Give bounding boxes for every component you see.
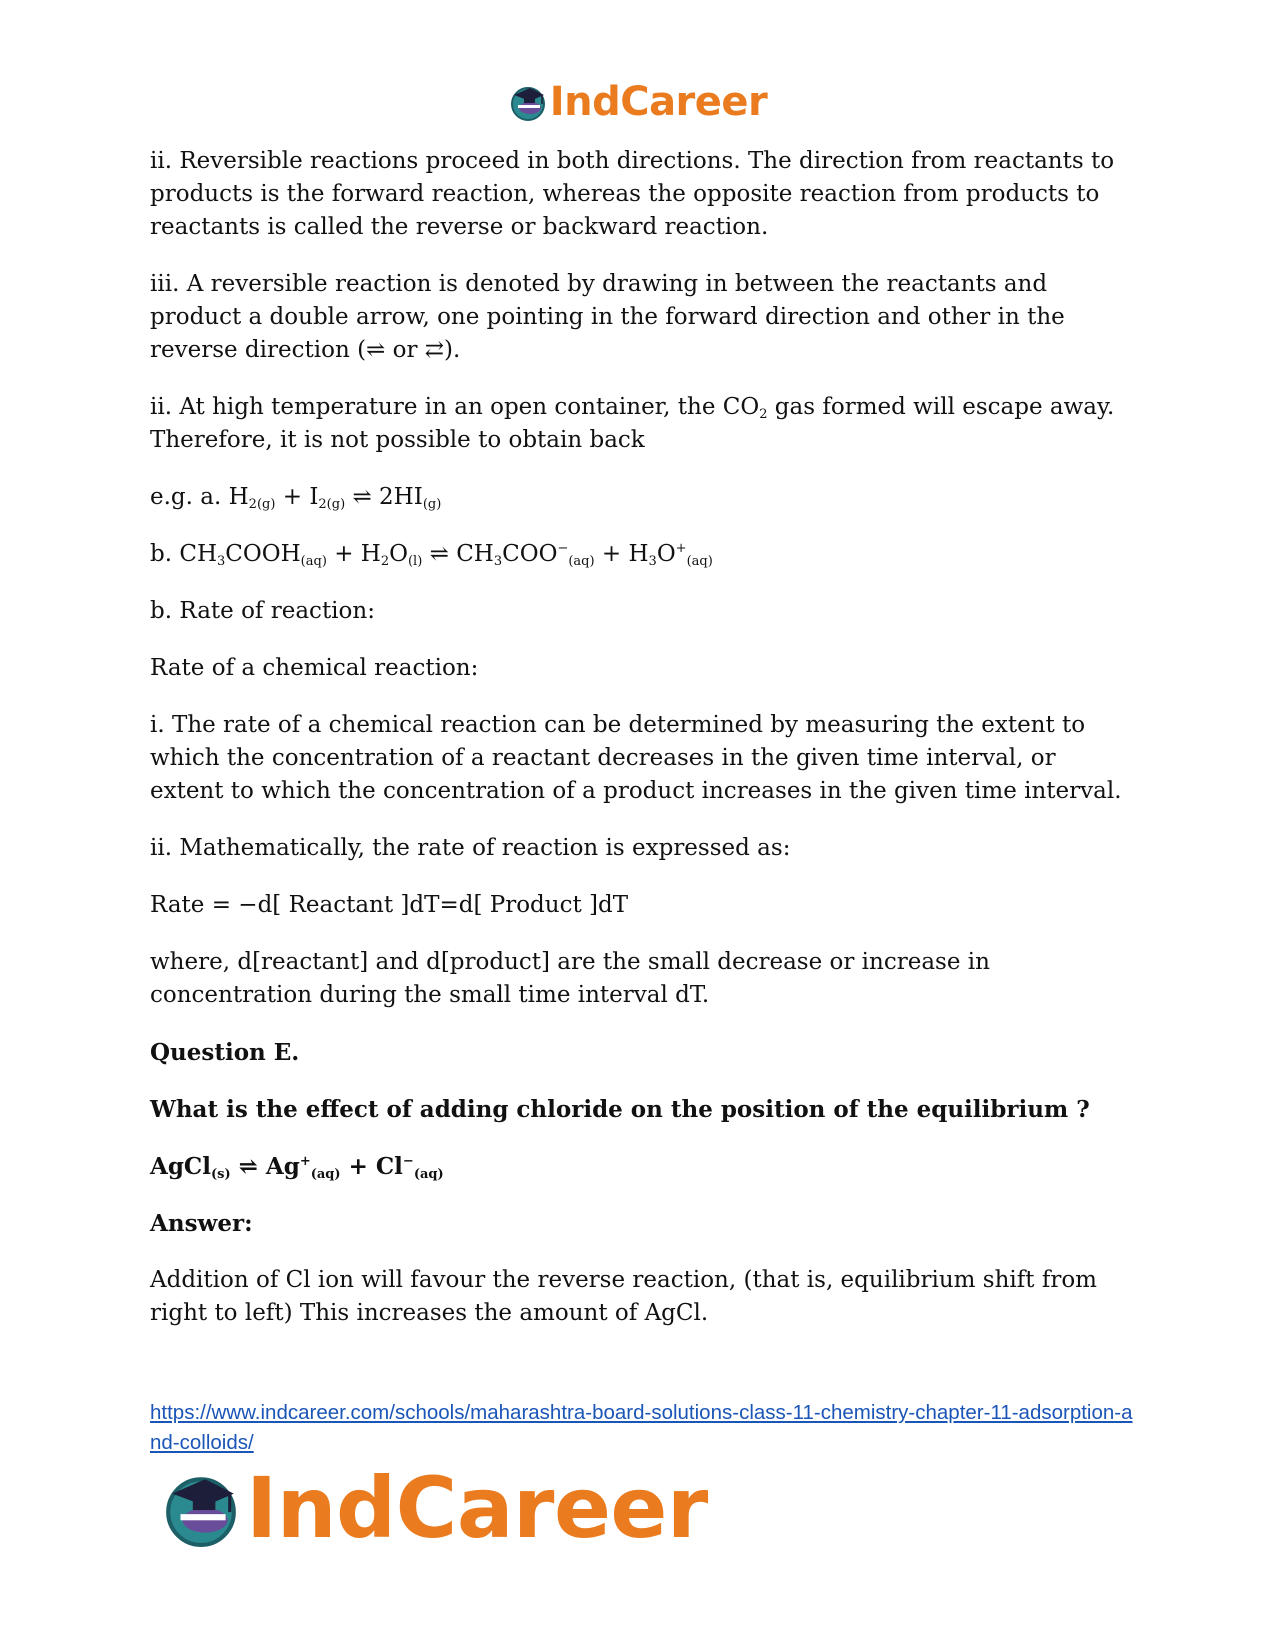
formula-rate: Rate = −d[ Reactant ]dT=d[ Product ]dT [150, 892, 629, 918]
paragraph-rate-determination: i. The rate of a chemical reaction can be determined by measuring the extent to which the concentration of a reactant decreases in the given time interval, or extent to which the concentration of a product increases in the given time interval. [150, 712, 1122, 804]
paragraph-mathematical-expression: ii. Mathematically, the rate of reaction is expressed as: [150, 835, 791, 861]
heading-rate-of-reaction: b. Rate of reaction: [150, 598, 375, 624]
footer-logo [160, 1459, 708, 1557]
logo-wordmark: IndCareer [246, 1459, 708, 1557]
source-url-link[interactable]: https://www.indcareer.com/schools/maharashtra-board-solutions-class-11-chemistry-chapter-11-adsorption-and-colloids/ [150, 1401, 1133, 1454]
equation-acetic-acid: b. $CH_3COOH_{(aq)} + H_2O_{(l)}$ ⇌ $CH_3COO^-_{(aq)} + H_3O^+_{(aq)}$ [150, 541, 713, 569]
graduation-globe-icon [160, 1467, 242, 1549]
question-text: What is the effect of adding chloride on the position of the equilibrium ? [150, 1096, 1090, 1123]
graduation-globe-icon [508, 82, 548, 122]
header-logo [0, 80, 1275, 124]
equation-silver-chloride: AgCl$_{(s)}$ ⇌ $Ag^+_{(aq)} + Cl^-_{(aq)}$ [150, 1153, 444, 1182]
logo-wordmark: IndCareer [549, 79, 768, 125]
indcareer-logo-large [160, 1459, 708, 1557]
indcareer-logo [508, 80, 768, 124]
paragraph-high-temperature: ii. At high temperature in an open container, the $CO_2$ gas formed will escape away. Therefore, it is not possible to obtain back [150, 394, 1115, 453]
paragraph-reversible-directions: ii. Reversible reactions proceed in both directions. The direction from reactants to products is the forward reaction, whereas the opposite reaction from products to reactants is called the reverse or backward reaction. [150, 148, 1115, 240]
answer-label: Answer: [150, 1210, 253, 1237]
question-heading: Question E. [150, 1039, 300, 1066]
document-body [150, 145, 1135, 1354]
paragraph-where-definition: where, d[reactant] and d[product] are the small decrease or increase in concentration during the small time interval dT. [150, 949, 990, 1008]
answer-text: Addition of Cl ion will favour the reverse reaction, (that is, equilibrium shift from right to left) This increases the amount of AgCl. [150, 1267, 1097, 1326]
paragraph-double-arrow: iii. A reversible reaction is denoted by drawing in between the reactants and product a double arrow, one pointing in the forward direction and other in the reverse direction (⇌ or ⇄). [150, 271, 1065, 363]
subheading-rate-chemical-reaction: Rate of a chemical reaction: [150, 655, 479, 681]
equation-hydrogen-iodide: e.g. a. $H_{2(g)} + I_{2(g)}$ ⇌ $2HI_{(g)}$ [150, 484, 442, 512]
